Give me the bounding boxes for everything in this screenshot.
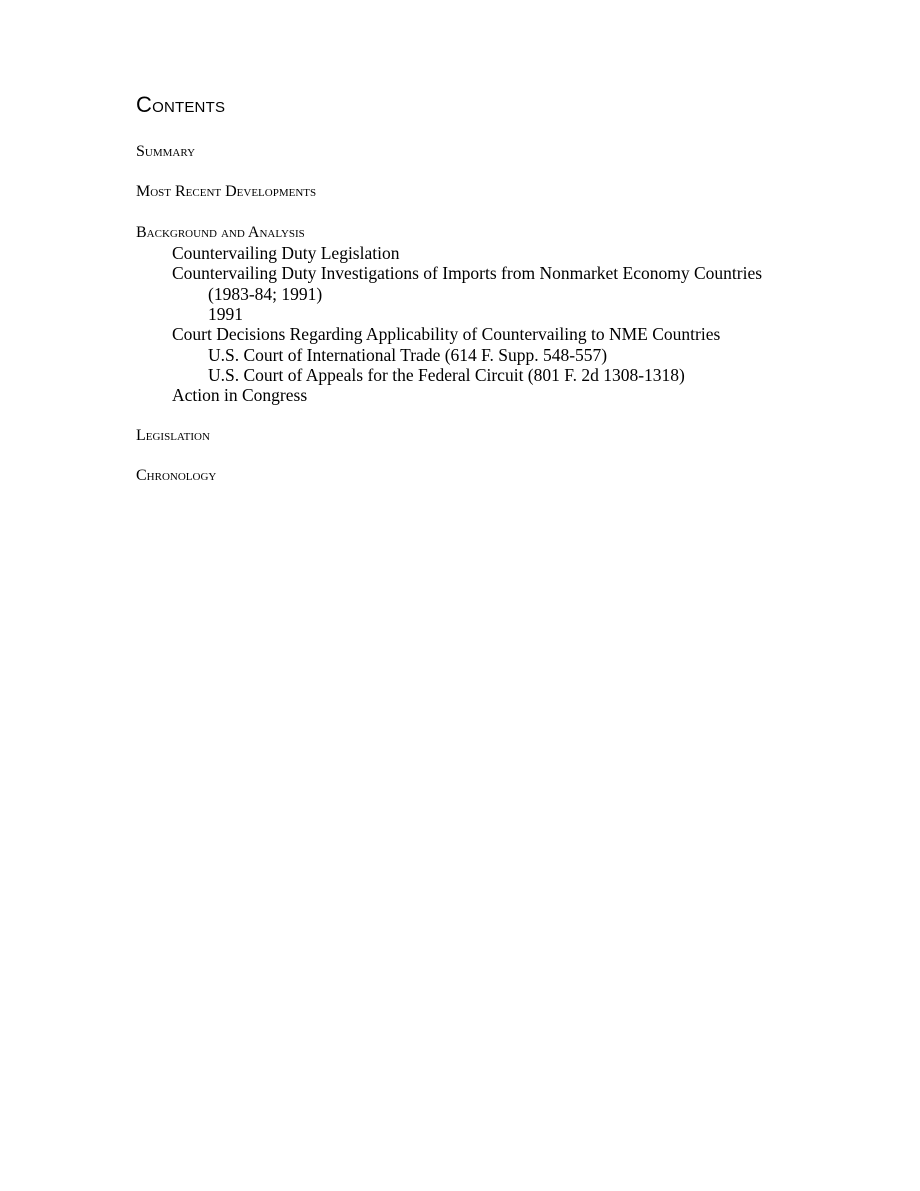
toc-section-background[interactable]: Background and Analysis [136,224,305,241]
toc-item-court-international-trade[interactable]: U.S. Court of International Trade (614 F. Supp. 548-557) [208,345,608,365]
toc-item-court-appeals-federal-circuit[interactable]: U.S. Court of Appeals for the Federal Circuit (801 F. 2d 1308-1318) [208,365,685,385]
toc-section-recent-developments[interactable]: Most Recent Developments [136,183,317,200]
toc-item-cvd-legislation[interactable]: Countervailing Duty Legislation [172,243,400,263]
page-title: Contents [136,92,226,117]
toc-item-cvd-investigations[interactable]: Countervailing Duty Investigations of Imports from Nonmarket Economy Countries [172,263,763,283]
toc-item-investigations-years[interactable]: (1983-84; 1991) [208,284,323,304]
toc-section-summary[interactable]: Summary [136,143,196,160]
toc-section-legislation[interactable]: Legislation [136,427,210,444]
toc-item-court-decisions[interactable]: Court Decisions Regarding Applicability of Countervailing to NME Countries [172,324,721,344]
toc-item-action-in-congress[interactable]: Action in Congress [172,385,308,405]
toc-section-chronology[interactable]: Chronology [136,467,217,484]
toc-item-1991[interactable]: 1991 [208,304,243,324]
